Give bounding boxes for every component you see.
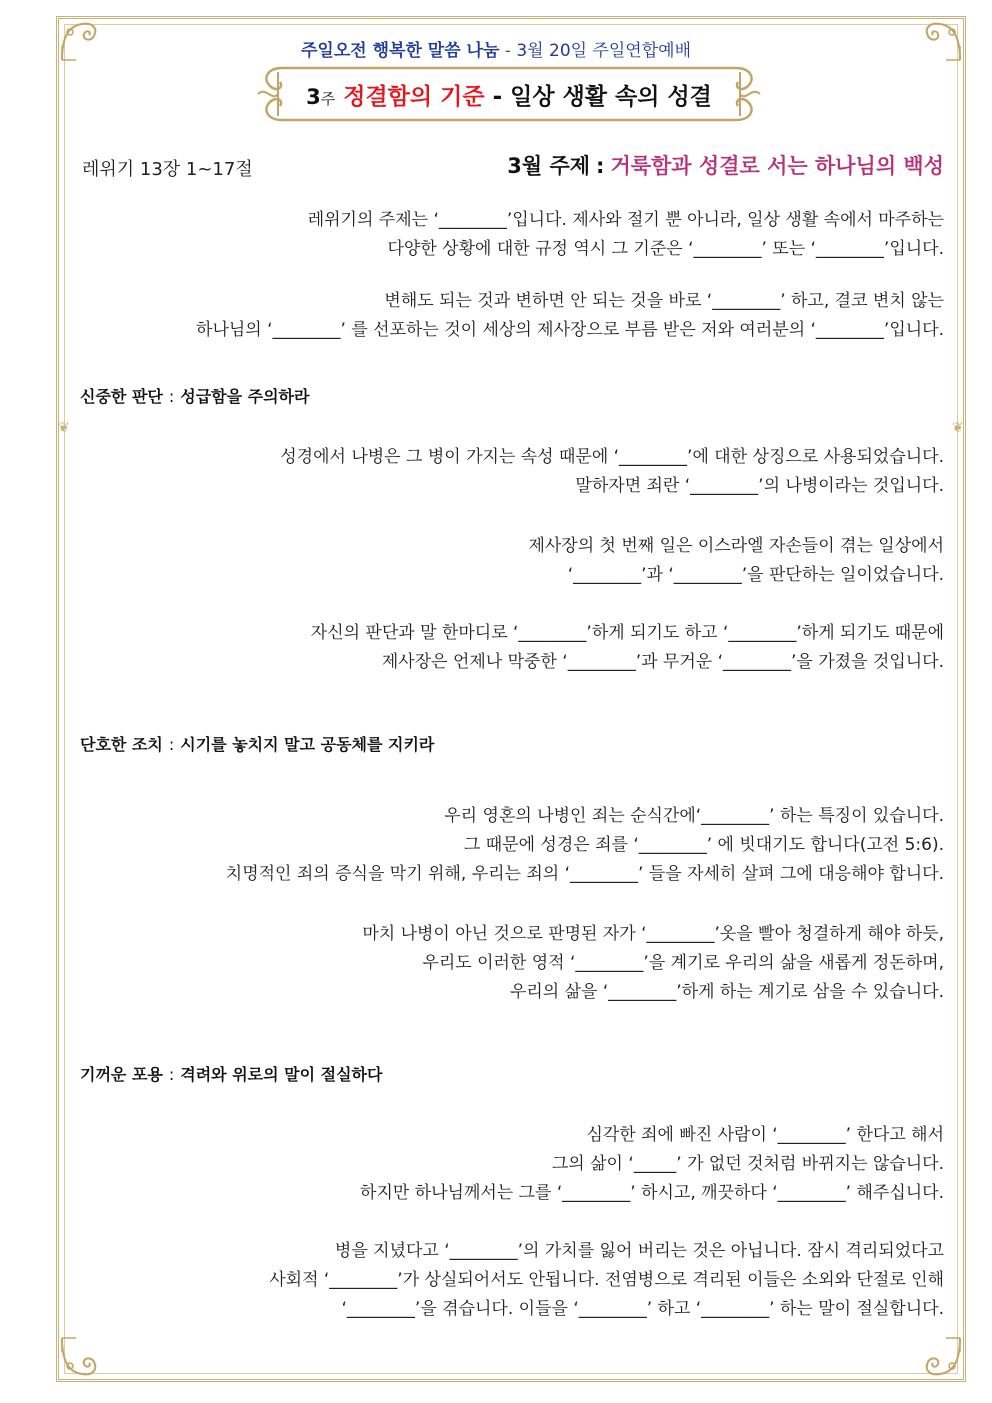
text-line: 우리 영혼의 나병인 죄는 순식간에‘________’ 하는 특징이 있습니다. [444, 806, 944, 826]
section3-paragraph-2 [269, 1237, 944, 1324]
text-line: 우리의 삶을 ‘________’하게 하는 계기로 삼을 수 있습니다. [509, 982, 944, 1002]
section1-paragraph-2 [528, 532, 944, 590]
section-heading-2 [80, 732, 434, 755]
text-line: 다양한 상황에 대한 규정 역시 그 기준은 ‘________’ 또는 ‘________’입니다. [387, 239, 944, 259]
text-line: 병을 지녔다고 ‘________’의 가치를 잃어 버리는 것은 아닙니다. 잠시 격리되었다고 [334, 1241, 944, 1261]
theme-value: 거룩함과 성결로 서는 하나님의 백성 [610, 154, 944, 178]
service-name: 주일오전 행복한 말씀 나눔 [301, 41, 500, 61]
week-number: 3 [306, 85, 321, 109]
sermon-subtitle: 일상 생활 속의 성결 [510, 84, 712, 110]
text-line: 성경에서 나병은 그 병이 가지는 속성 때문에 ‘________’에 대한 상징으로 사용되었습니다. [280, 447, 944, 467]
intro-paragraph-1 [308, 206, 944, 264]
section2-paragraph-2 [362, 920, 944, 1007]
section3-paragraph-1 [360, 1121, 944, 1208]
side-ornament-icon: ❦ [58, 420, 70, 436]
text-line: ‘________’을 겪습니다. 이들을 ‘________’ 하고 ‘________’ 하는 말이 절실합니다. [341, 1299, 944, 1319]
text-line: 레위기의 주제는 ‘________’입니다. 제사와 절기 뿐 아니라, 일상 생활 속에서 마주하는 [307, 210, 944, 230]
corner-ornament-icon [58, 1334, 104, 1380]
text-line: 자신의 판단과 말 한마디로 ‘________’하게 되기도 하고 ‘________’하게 되기도 때문에 [310, 623, 944, 643]
text-line: ‘________’과 ‘________’을 판단하는 일이었습니다. [567, 565, 944, 585]
text-line: 그 때문에 성경은 죄를 ‘________’ 에 빗대기도 합니다(고전 5:6). [463, 835, 944, 855]
text-line: 그의 삶이 ‘_____’ 가 없던 것처럼 바뀌지는 않습니다. [551, 1154, 944, 1174]
service-date: 3월 20일 주일연합예배 [516, 41, 691, 61]
title-banner [252, 62, 766, 126]
side-ornament-icon: ❦ [952, 420, 964, 436]
section-colon: : [168, 387, 175, 406]
text-line: 제사장의 첫 번째 일은 이스라엘 자손들이 겪는 일상에서 [528, 536, 944, 556]
text-line: 사회적 ‘________’가 상실되어서도 안됩니다. 전염병으로 격리된 이들은 소외와 단절로 인해 [269, 1270, 944, 1290]
theme-label: 3월 주제 [507, 154, 591, 178]
title-dash: - [484, 84, 511, 110]
text-line: 변해도 되는 것과 변하면 안 되는 것을 바로 ‘________’ 하고, 결코 변치 않는 [384, 291, 944, 311]
text-line: 하나님의 ‘________’ 를 선포하는 것이 세상의 제사장으로 부름 받은 저와 여러분의 ‘________’입니다. [196, 320, 944, 340]
section-colon: : [168, 1065, 175, 1084]
text-line: 마치 나병이 아닌 것으로 판명된 자가 ‘________’옷을 빨아 청결하게 해야 하듯, [362, 924, 944, 944]
intro-paragraph-2 [196, 287, 944, 345]
section-heading-1 [80, 384, 309, 407]
section-subtitle: 격려와 위로의 말이 절실하다 [180, 1065, 383, 1084]
text-line: 치명적인 죄의 증식을 막기 위해, 우리는 죄의 ‘________’ 들을 자세히 살펴 그에 대응해야 합니다. [225, 864, 944, 884]
text-line: 하지만 하나님께서는 그를 ‘________’ 하시고, 깨끗하다 ‘________’ 해주십니다. [360, 1183, 944, 1203]
text-line: 말하자면 죄란 ‘________’의 나병이라는 것입니다. [575, 476, 944, 496]
section-heading-3 [80, 1062, 382, 1085]
sermon-title [252, 78, 766, 111]
section-title: 기꺼운 포용 [80, 1065, 163, 1084]
text-line: 우리도 이러한 영적 ‘________’을 계기로 우리의 삶을 새롭게 정돈하며, [422, 953, 944, 973]
text-line: 제사장은 언제나 막중한 ‘________’과 무거운 ‘________’을 가졌을 것입니다. [381, 652, 944, 672]
week-suffix: 주 [320, 90, 336, 108]
section1-paragraph-1 [280, 443, 944, 501]
section-subtitle: 시기를 놓치지 말고 공동체를 지키라 [180, 735, 435, 754]
theme-colon: : [596, 154, 605, 178]
section-title: 단호한 조치 [80, 735, 163, 754]
sermon-topic: 정결함의 기준 [343, 84, 485, 110]
monthly-theme [507, 150, 944, 180]
text-line: 심각한 죄에 빠진 사람이 ‘________’ 한다고 해서 [586, 1125, 944, 1145]
scripture-reference: 레위기 13장 1~17절 [82, 159, 253, 180]
section2-paragraph-1 [226, 802, 944, 889]
section-colon: : [168, 735, 175, 754]
section-subtitle: 성급함을 주의하라 [180, 387, 310, 406]
service-header [0, 36, 992, 61]
section1-paragraph-3 [311, 619, 944, 677]
corner-ornament-icon [918, 1334, 964, 1380]
header-separator: - [499, 41, 517, 61]
section-title: 신중한 판단 [80, 387, 163, 406]
